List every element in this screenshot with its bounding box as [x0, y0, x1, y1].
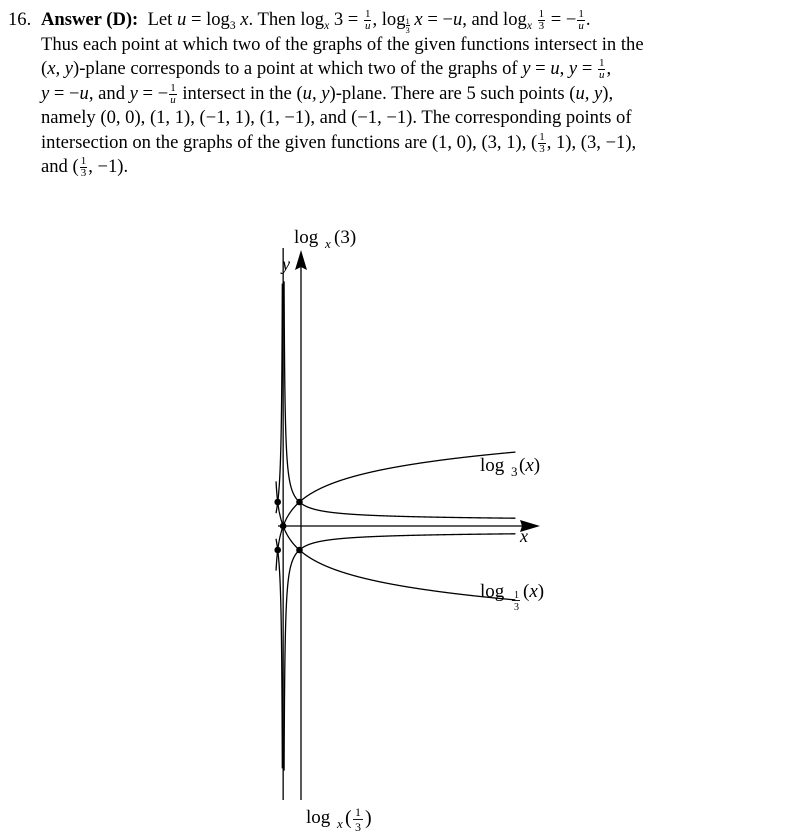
- text-run: , and: [88, 82, 130, 104]
- text-run: .: [585, 9, 591, 30]
- text-run: Let: [147, 9, 177, 30]
- figure-labels: [280, 227, 544, 834]
- text-run: =: [577, 58, 597, 79]
- text-run: )-plane. There are 5 such points (: [329, 82, 576, 104]
- label-logx13-num: 1: [355, 805, 361, 819]
- text-run: =: [530, 58, 551, 79]
- label-log13x-arg: (x): [523, 581, 545, 602]
- label-logx13-base: log: [306, 807, 331, 828]
- text-run: ,: [606, 58, 612, 79]
- problem-number: 16.: [8, 9, 32, 30]
- label-log13x-sub-den: 3: [514, 602, 519, 613]
- text-run: = −: [49, 82, 80, 104]
- intersection-point: [296, 547, 303, 554]
- label-logx13-sub: x: [337, 816, 343, 831]
- math-var: y: [568, 58, 578, 79]
- curve-logx13: [276, 284, 515, 771]
- text-run: , log: [372, 9, 406, 30]
- math-var: y: [522, 58, 531, 79]
- text-run: = −: [137, 82, 169, 104]
- label-log3x-base: log: [480, 455, 505, 476]
- label-logx13-open: (: [345, 807, 352, 829]
- text-run: 3 =: [329, 9, 363, 30]
- math-var: x: [414, 9, 423, 30]
- label-log3x-arg: (x): [519, 455, 541, 476]
- math-var: y: [41, 82, 50, 104]
- math-var: x: [526, 20, 532, 32]
- text-run: Thus each point at which two of the graphs of the given functions intersect in the: [41, 33, 644, 55]
- math-var: u: [177, 9, 187, 30]
- answer-label: Answer (D):: [41, 9, 139, 30]
- text-run: ),: [602, 82, 614, 104]
- label-logx13-den: 3: [355, 820, 361, 834]
- text-run: , −1).: [88, 156, 129, 177]
- axes: [278, 248, 540, 800]
- subscript-fraction: $\frac{1}{3}$: [405, 15, 410, 35]
- fraction: $\frac{1}{3}$: [539, 130, 545, 155]
- curve-logx3: [276, 281, 515, 768]
- text-run: , and log: [462, 9, 527, 30]
- text-run: = −: [422, 9, 453, 30]
- text-run: = log: [186, 9, 230, 30]
- text-run: )-plane corresponds to a point at which two of the graphs of: [73, 58, 523, 79]
- text-run: and (: [41, 156, 79, 177]
- math-var: x: [240, 9, 249, 30]
- text-run: 3: [229, 20, 236, 32]
- text-run: (: [41, 58, 48, 79]
- math-var: u: [79, 82, 89, 104]
- label-log3x-sub: 3: [511, 464, 518, 479]
- y-axis-arrow: [295, 250, 307, 270]
- math-var: y: [129, 82, 138, 104]
- intersection-point: [274, 499, 281, 506]
- fraction: $\frac{1}{u}$: [598, 57, 605, 82]
- label-logx3-arg: (3): [334, 227, 357, 248]
- label-log13x-sub-num: 1: [514, 590, 519, 601]
- intersection-point: [280, 523, 287, 530]
- fraction: $\frac{1}{u}$: [170, 81, 176, 106]
- text-run: namely (0, 0), (1, 1), (−1, 1), (1, −1), and (−1, −1). The corresponding points of: [41, 107, 632, 128]
- x-axis-label: x: [520, 526, 528, 546]
- intersection-point: [274, 547, 281, 554]
- text-run: intersect in the (: [177, 82, 303, 104]
- label-logx13-close: ): [365, 807, 372, 829]
- text-run: . Then log: [248, 9, 325, 30]
- label-logx3-sub: x: [325, 236, 331, 251]
- math-var: x: [324, 20, 330, 32]
- label-logx3-base: log: [294, 227, 319, 248]
- math-var: x, y: [47, 58, 74, 79]
- text-run: ,: [559, 58, 569, 79]
- text-run: = −: [546, 9, 577, 30]
- fraction: $\frac{1}{u}$: [364, 8, 371, 33]
- fraction: $\frac{1}{3}$: [538, 8, 545, 33]
- text-run: intersection on the graphs of the given functions are (1, 0), (3, 1), (: [41, 131, 538, 153]
- intersection-point: [296, 499, 303, 506]
- y-axis-label: y: [282, 254, 290, 274]
- math-var: u: [550, 58, 560, 79]
- math-var: u, y: [302, 82, 330, 104]
- math-var: u: [452, 9, 463, 30]
- fraction: $\frac{1}{3}$: [80, 155, 87, 180]
- label-log13x-base: log: [480, 581, 505, 602]
- text-run: , 1), (3, −1),: [546, 131, 637, 153]
- math-var: u, y: [575, 82, 603, 104]
- fraction: $\frac{1}{u}$: [578, 8, 584, 33]
